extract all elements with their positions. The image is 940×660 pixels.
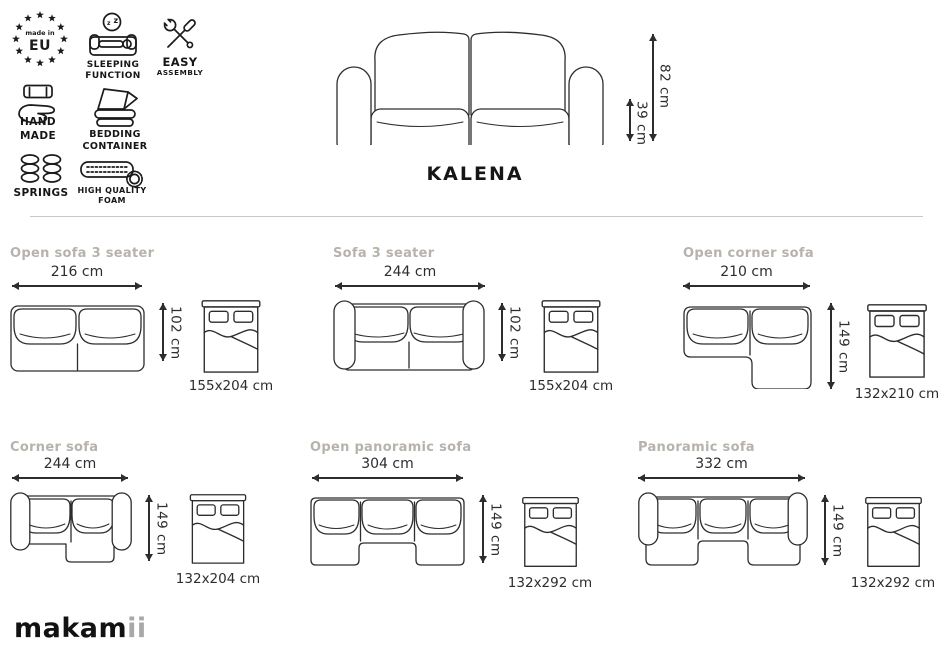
svg-text:z: z [113,16,119,25]
bed-icon [188,494,248,564]
depth-dimension-label: 149 cm [835,320,852,374]
depth-dimension-label: 149 cm [829,504,846,558]
sleeping-function-icon [87,12,139,58]
depth-dimension-label: 102 cm [506,306,523,360]
config-title: Open sofa 3 seater [10,246,155,261]
width-arrow [335,285,485,287]
bedding-container-label: BEDDING CONTAINER [82,129,148,152]
bedding-container-icon [88,82,142,128]
config-title: Corner sofa [10,440,99,455]
bed-icon [865,493,922,571]
easy-assembly-icon [158,13,202,57]
depth-dimension-label: 149 cm [487,503,504,557]
brand-logo [14,613,147,644]
sofa-top-view [333,299,485,372]
config-panoramic-sofa [638,440,936,591]
product-name: KALENA [426,163,524,185]
width-arrow [12,285,142,287]
depth-arrow [830,303,832,389]
brand-logo-main: makam [14,613,128,644]
svg-text:z: z [107,20,111,27]
width-arrow [683,285,810,287]
seat-height-arrow [629,99,631,141]
feature-sleeping-function [85,12,141,82]
bed-size-label: 155x204 cm [188,378,274,394]
sofa-top-view [10,299,145,372]
sofa-top-view [10,491,132,564]
feature-high-quality-foam [77,155,147,205]
config-sofa-3-seater [333,246,613,396]
width-dimension-label: 210 cm [720,264,773,280]
bed-size-label: 132x210 cm [854,386,940,402]
sleeping-function-label: SLEEPING FUNCTION [85,60,141,82]
overall-height-label: 82 cm [656,64,673,109]
made-in-label: made in [25,29,55,37]
section-divider [30,216,923,217]
bed-size-label: 132x292 cm [850,575,936,591]
width-arrow [638,477,805,479]
made-in-eu-icon [10,8,70,70]
config-title: Panoramic sofa [638,440,755,455]
width-dimension-label: 244 cm [383,264,437,280]
width-dimension-label: 216 cm [50,264,104,280]
bed-size-label: 132x292 cm [507,575,593,591]
sofa-top-view [638,491,808,566]
depth-arrow [824,495,826,565]
sofa-top-view [683,299,812,389]
feature-easy-assembly [156,13,204,77]
depth-arrow [148,495,150,561]
feature-springs [13,153,69,199]
overall-height-arrow [652,34,654,141]
feature-made-in-eu [10,8,70,70]
config-corner-sofa [10,440,280,590]
depth-arrow [162,303,164,361]
depth-dimension-label: 149 cm [153,502,170,556]
high-quality-foam-icon [80,155,144,189]
feature-hand-made [14,84,62,142]
width-arrow [312,477,463,479]
depth-arrow [501,303,503,361]
feature-bedding-container [82,82,148,152]
springs-label: SPRINGS [13,187,69,199]
bed-icon [522,493,579,571]
config-open-corner-sofa [683,246,940,402]
depth-dimension-label: 102 cm [167,306,184,360]
bed-icon [200,300,262,373]
config-open-panoramic-sofa [310,440,600,590]
brand-logo-accent: ii [127,613,147,644]
bed-size-label: 155x204 cm [528,378,614,394]
width-dimension-label: 244 cm [43,456,97,472]
config-title: Open corner sofa [683,246,814,261]
sofa-top-view [310,491,465,566]
config-title: Sofa 3 seater [333,246,435,261]
depth-arrow [482,495,484,563]
width-dimension-label: 304 cm [361,456,414,472]
high-quality-foam-label: HIGH QUALITY FOAM [77,186,147,205]
bed-size-label: 132x204 cm [175,571,261,587]
eu-label: EU [29,38,51,54]
config-title: Open panoramic sofa [310,440,472,455]
bed-icon [540,300,602,373]
width-arrow [12,477,128,479]
sofa-front-view-drawing [335,25,605,145]
easy-assembly-label: EASY ASSEMBLY [156,55,204,77]
config-open-sofa-3-seater [10,246,280,396]
seat-height-label: 39 cm [633,101,650,146]
width-dimension-label: 332 cm [695,456,748,472]
bed-icon [867,302,927,380]
springs-icon [18,153,64,187]
hand-made-label: HAND MADE [19,116,57,142]
